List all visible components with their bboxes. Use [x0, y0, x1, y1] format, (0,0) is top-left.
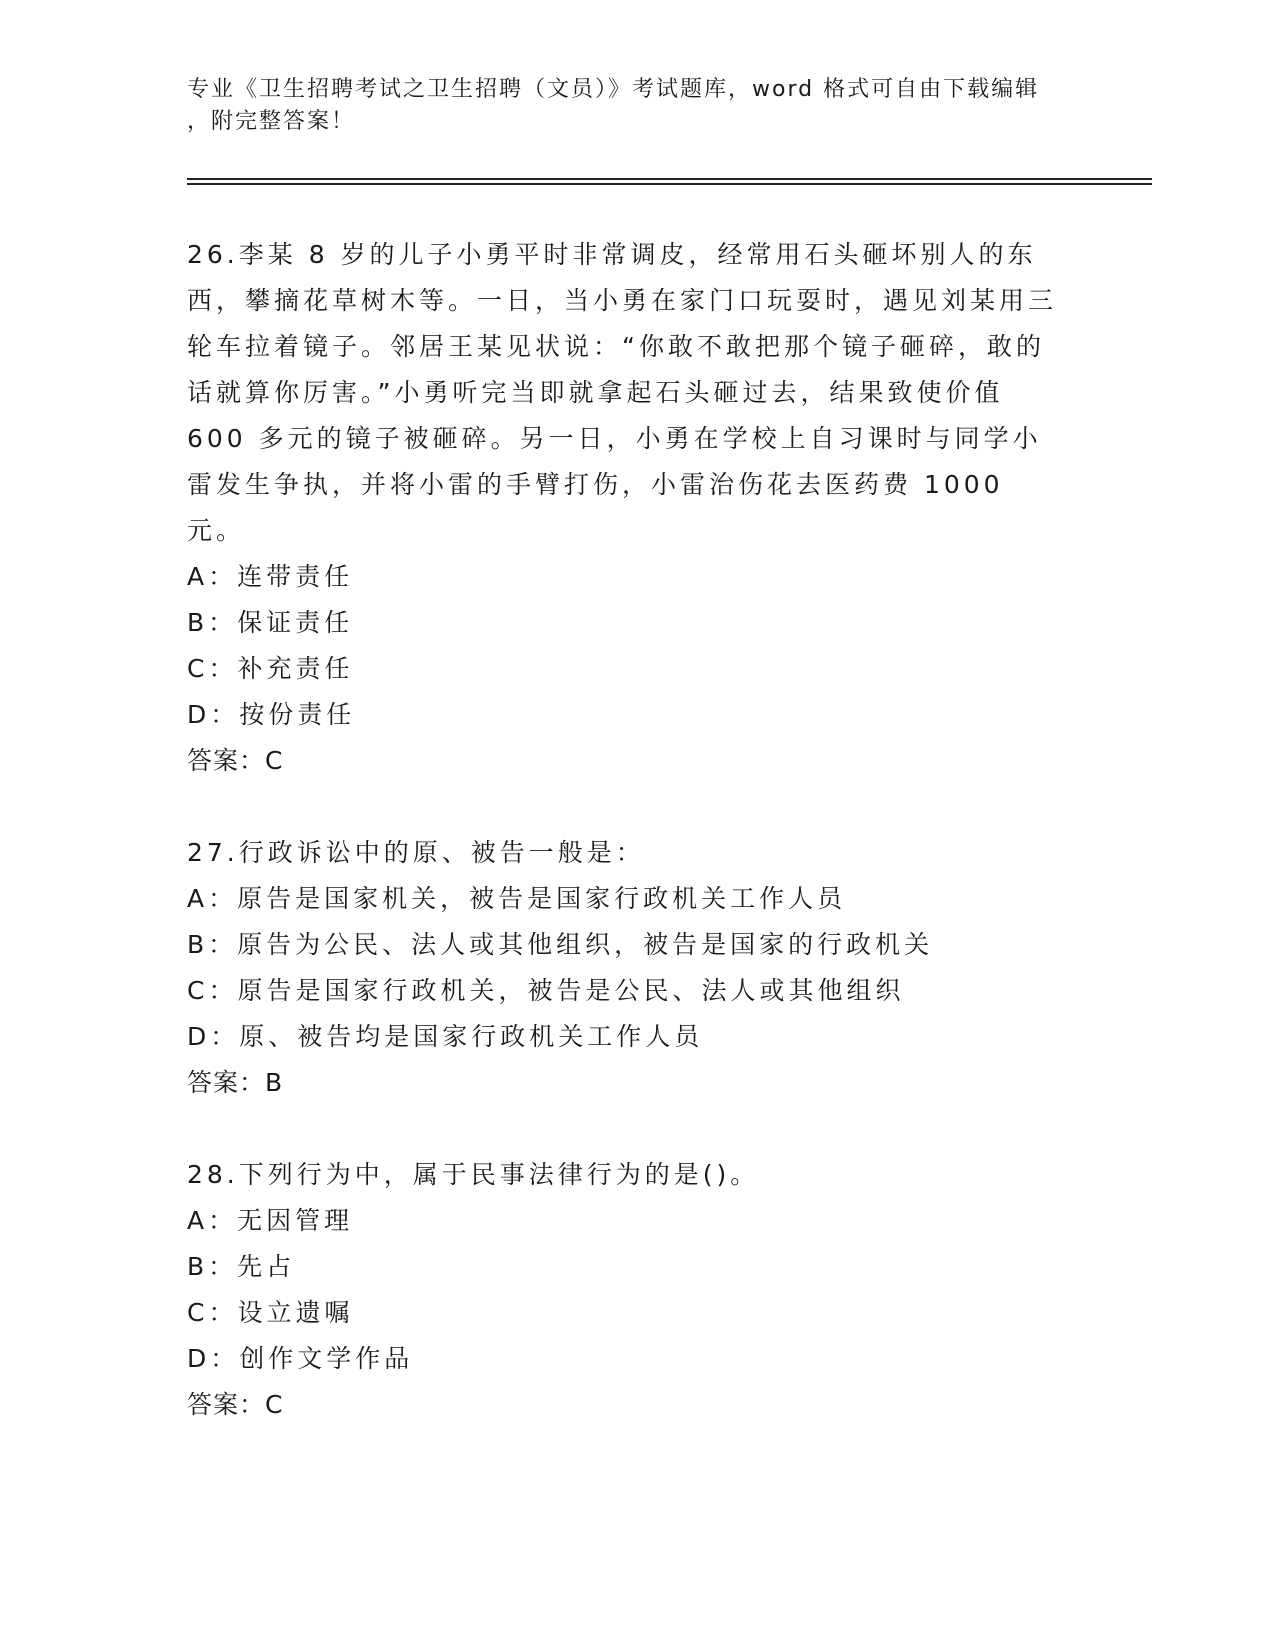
question-list — [187, 232, 1067, 1428]
option-c: C：原告是国家行政机关，被告是公民、法人或其他组织 — [187, 976, 905, 1005]
option-d: D：创作文学作品 — [187, 1344, 414, 1373]
option-c: C：设立遗嘱 — [187, 1298, 354, 1327]
option-d: D：原、被告均是国家行政机关工作人员 — [187, 1022, 704, 1051]
option-b: B：保证责任 — [187, 608, 354, 637]
answer-line: 答案：B — [187, 1068, 284, 1097]
header-line-2: ，附完整答案！ — [187, 109, 356, 134]
answer-line: 答案：C — [187, 1390, 284, 1419]
header-divider-bottom — [187, 183, 1152, 185]
option-c: C：补充责任 — [187, 654, 354, 683]
header-line-1: 专业《卫生招聘考试之卫生招聘（文员）》考试题库，word 格式可自由下载编辑 — [187, 77, 1040, 102]
question-stem: 27.行政诉讼中的原、被告一般是： — [187, 838, 645, 867]
header-divider-top — [187, 178, 1152, 180]
question-spacer — [187, 1106, 1067, 1152]
question-stem: 28.下列行为中，属于民事法律行为的是()。 — [187, 1160, 760, 1189]
question-27 — [187, 830, 1067, 1106]
option-a: A：无因管理 — [187, 1206, 354, 1235]
question-stem: 26.李某 8 岁的儿子小勇平时非常调皮，经常用石头砸坏别人的东西，攀摘花草树木等。一日，当小勇在家门口玩耍时，遇见刘某用三轮车拉着镜子。邻居王某见状说：“你敢不敢把那个镜子砸碎，敢的话就算你厉害。”小勇听完当即就拿起石头砸过去，结果致使价值 600 多元的镜子被砸碎。另一日，小勇在学校上自习课时与同学小雷发生争执，并将小雷的手臂打伤，小雷治伤花去医药费 1000 元。 — [187, 240, 1058, 545]
document-header — [187, 74, 1067, 138]
option-b: B：原告为公民、法人或其他组织，被告是国家的行政机关 — [187, 930, 934, 959]
answer-line: 答案：C — [187, 746, 284, 775]
question-28 — [187, 1152, 1067, 1428]
option-b: B：先占 — [187, 1252, 296, 1281]
question-spacer — [187, 784, 1067, 830]
option-a: A：连带责任 — [187, 562, 354, 591]
option-d: D：按份责任 — [187, 700, 356, 729]
option-a: A：原告是国家机关，被告是国家行政机关工作人员 — [187, 884, 847, 913]
question-26 — [187, 232, 1067, 784]
